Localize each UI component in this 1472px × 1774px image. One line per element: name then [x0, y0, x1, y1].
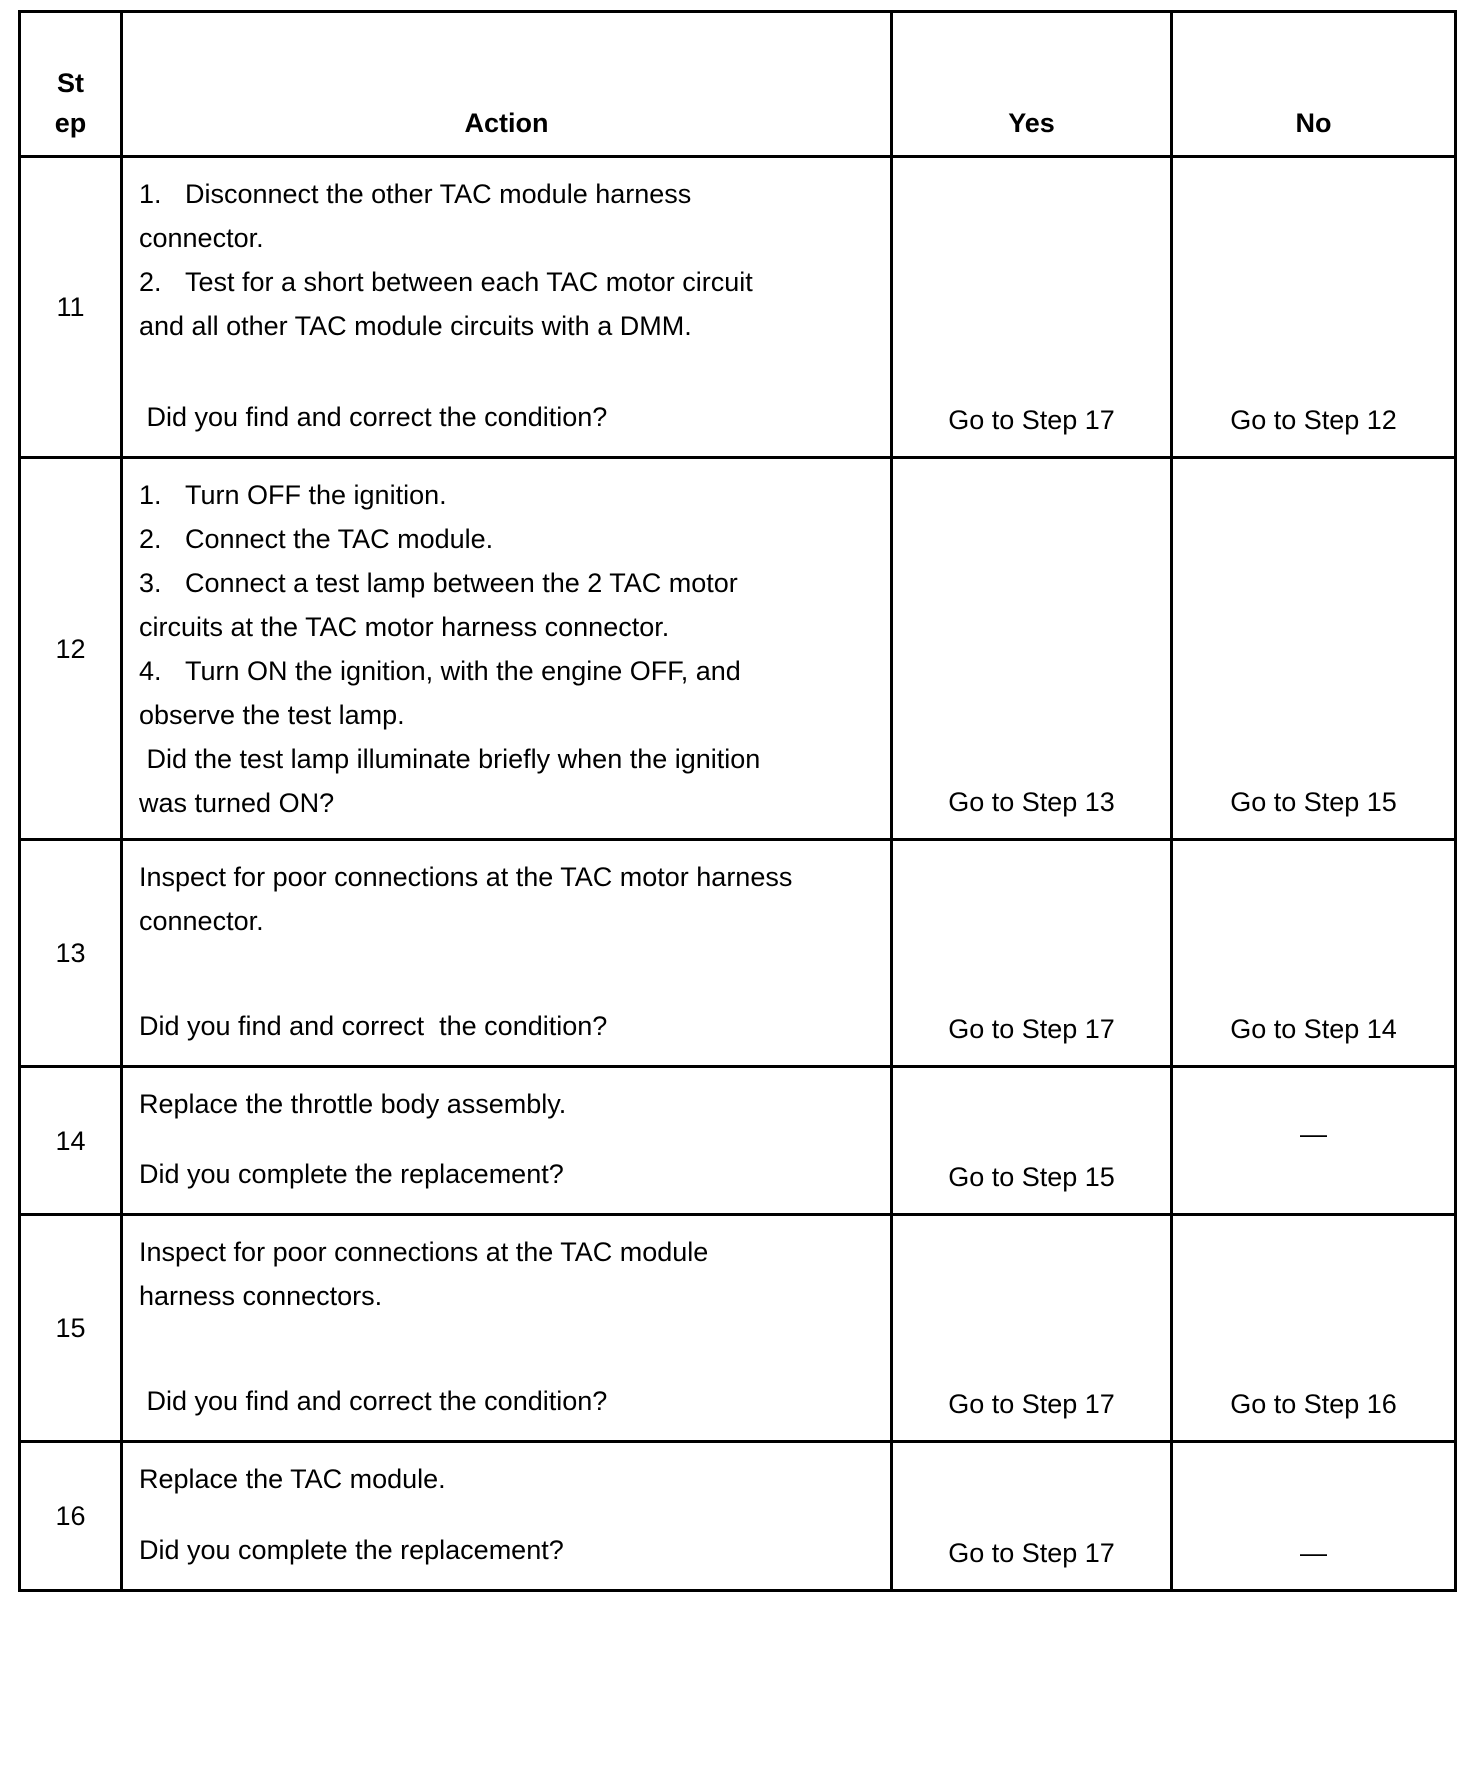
table-row [20, 840, 1456, 1067]
action-line [139, 517, 874, 561]
action-cell [122, 1215, 892, 1442]
question-line: was turned ON? [139, 788, 335, 818]
action-line [139, 473, 874, 517]
action-instructions [139, 855, 874, 943]
no-result: — [1172, 1442, 1456, 1591]
header-step [20, 12, 122, 157]
question-line: Did the test lamp illuminate briefly when the ignition [139, 744, 761, 774]
table-row [20, 1442, 1456, 1591]
action-text: connector. [139, 223, 264, 253]
no-result: Go to Step 16 [1172, 1215, 1456, 1442]
step-list-number: 2. [139, 524, 162, 554]
action-line [139, 1082, 874, 1126]
action-instructions [139, 1082, 874, 1126]
yes-result: Go to Step 17 [892, 1442, 1172, 1591]
diagnostic-table [18, 10, 1457, 1592]
action-cell [122, 1067, 892, 1215]
action-instructions [139, 473, 874, 737]
action-line [139, 172, 874, 216]
step-list-number: 1. [139, 480, 162, 510]
table-row [20, 1215, 1456, 1442]
question-line: Did you complete the replacement? [139, 1535, 564, 1565]
header-yes: Yes [892, 12, 1172, 157]
action-line [139, 855, 874, 899]
header-row [20, 12, 1456, 157]
header-action: Action [122, 12, 892, 157]
step-list-number: 4. [139, 656, 162, 686]
action-instructions [139, 1457, 874, 1501]
header-step-line2: ep [54, 108, 87, 138]
action-text: Inspect for poor connections at the TAC motor harness [139, 862, 793, 892]
yes-result: Go to Step 17 [892, 157, 1172, 458]
yes-result: Go to Step 17 [892, 840, 1172, 1067]
action-line [139, 693, 874, 737]
yes-result: Go to Step 15 [892, 1067, 1172, 1215]
action-cell [122, 840, 892, 1067]
action-line [139, 1457, 874, 1501]
table-row [20, 157, 1456, 458]
step-number: 12 [20, 458, 122, 840]
question-line: Did you complete the replacement? [139, 1159, 564, 1189]
action-cell [122, 1442, 892, 1591]
action-cell [122, 458, 892, 840]
action-question [139, 737, 874, 825]
action-question [139, 395, 874, 439]
table-row [20, 458, 1456, 840]
action-text: Disconnect the other TAC module harness [185, 179, 692, 209]
no-result: Go to Step 15 [1172, 458, 1456, 840]
header-step-line1: St [57, 68, 84, 98]
action-line [139, 216, 874, 260]
action-text: circuits at the TAC motor harness connector. [139, 612, 670, 642]
action-cell [122, 157, 892, 458]
action-text: Turn ON the ignition, with the engine OFF, and [185, 656, 741, 686]
action-line [139, 1274, 874, 1318]
action-text: Test for a short between each TAC motor circuit [185, 267, 753, 297]
step-number: 14 [20, 1067, 122, 1215]
action-text: Connect a test lamp between the 2 TAC motor [185, 568, 738, 598]
question-line: Did you find and correct the condition? [139, 1386, 608, 1416]
step-number: 11 [20, 157, 122, 458]
action-question [139, 1152, 874, 1196]
yes-result: Go to Step 17 [892, 1215, 1172, 1442]
no-result: — [1172, 1067, 1456, 1215]
action-text: connector. [139, 906, 264, 936]
action-line [139, 649, 874, 693]
action-question [139, 1379, 874, 1423]
no-result: Go to Step 14 [1172, 840, 1456, 1067]
action-text: Connect the TAC module. [185, 524, 494, 554]
action-text: Replace the TAC module. [139, 1464, 446, 1494]
action-text: harness connectors. [139, 1281, 383, 1311]
action-line [139, 605, 874, 649]
table-row [20, 1067, 1456, 1215]
step-number: 16 [20, 1442, 122, 1591]
step-number: 13 [20, 840, 122, 1067]
action-line [139, 1230, 874, 1274]
yes-result: Go to Step 13 [892, 458, 1172, 840]
step-list-number: 3. [139, 568, 162, 598]
action-text: and all other TAC module circuits with a DMM. [139, 311, 692, 341]
header-no: No [1172, 12, 1456, 157]
action-text: Inspect for poor connections at the TAC module [139, 1237, 709, 1267]
action-text: observe the test lamp. [139, 700, 405, 730]
question-line: Did you find and correct the condition? [139, 1011, 608, 1041]
action-text: Turn OFF the ignition. [185, 480, 447, 510]
action-line [139, 899, 874, 943]
question-line: Did you find and correct the condition? [139, 402, 608, 432]
action-line [139, 304, 874, 348]
action-question [139, 1004, 874, 1048]
step-list-number: 2. [139, 267, 162, 297]
step-number: 15 [20, 1215, 122, 1442]
action-text: Replace the throttle body assembly. [139, 1089, 567, 1119]
step-list-number: 1. [139, 179, 162, 209]
no-result: Go to Step 12 [1172, 157, 1456, 458]
action-line [139, 561, 874, 605]
action-instructions [139, 172, 874, 348]
action-instructions [139, 1230, 874, 1318]
action-question [139, 1528, 874, 1572]
action-line [139, 260, 874, 304]
